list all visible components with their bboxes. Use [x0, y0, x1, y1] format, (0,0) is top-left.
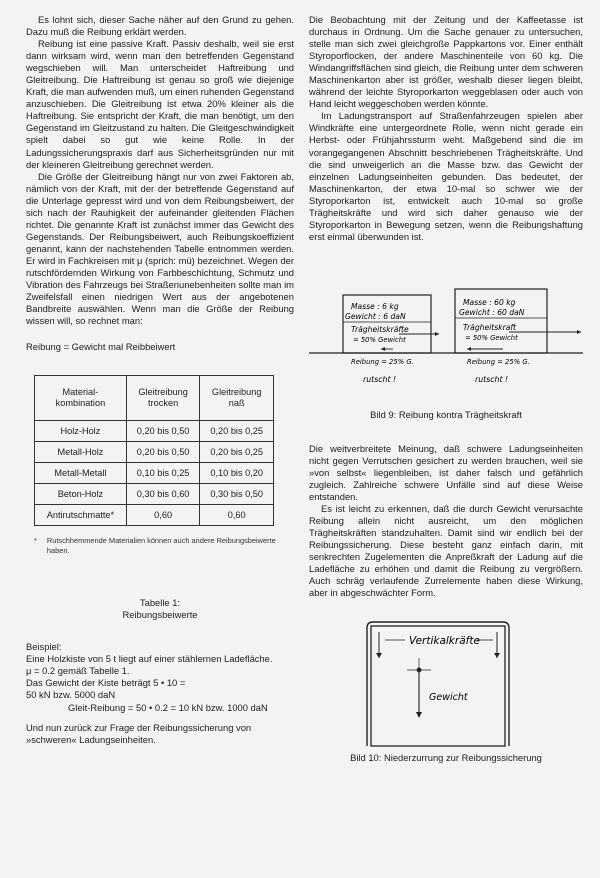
table-cell: 0,20 bis 0,50	[126, 442, 200, 463]
box2-gewicht: Gewicht : 60 daN	[459, 307, 525, 317]
box1-reibung: Reibung = 25% G.	[351, 357, 414, 366]
figure-9-caption: Bild 9: Reibung kontra Trägheitskraft	[370, 408, 522, 420]
box1-rutscht: rutscht !	[363, 374, 397, 384]
paragraph-intro: Es lohnt sich, dieser Sache näher auf den Grund zu gehen. Dazu muß die Reibung erklärt werden.	[26, 14, 294, 38]
paragraph-reibung: Reibung ist eine passive Kraft. Passiv deshalb, weil sie erst dann wirksam wird, wenn man den betreffenden Gegenstand wegschieben will. Man unterscheidet Haftreibung und Gleitreibung. Die Haftreibung ist genau so groß wie diejenige Kraft, die man aufwenden muß, um einen ruhenden Gegenstand anzuschieben. Die Gleitreibung ist etwa 20% kleiner als die Haftreibung. Sie entspricht der Kraft, die man benötigt, um den Gegenstand im Gleitzustand zu halten. Die Gleitgeschwindigkeit spielt dabei so gut wie keine Rolle. In der Ladungssicherungspraxis darf aus Sicherheitsgründen nur mit der kleineren Gleitreibung gerechnet werden.	[26, 38, 294, 170]
box2-traeg-value: = 50% Gewicht	[465, 333, 518, 342]
table-cell: Holz-Holz	[35, 421, 127, 442]
table-cell: 0,60	[126, 505, 200, 526]
example-line: μ = 0.2 gemäß Tabelle 1.	[26, 665, 130, 677]
gewicht-label: Gewicht	[429, 691, 468, 703]
table-header: Gleitreibung naß	[200, 376, 274, 421]
formula-reibung: Reibung = Gewicht mal Reibbeiwert	[26, 341, 176, 353]
paragraph-reibungssicherung: Es ist leicht zu erkennen, daß die durch Gewicht verursachte Reibung allein nicht ausreicht, um den möglichen Trägheitskräften standzuhalten. Damit sind wir endlich bei der Reibungssicherung. Diese besteht ganz einfach darin, mit senkrechten Zugelementen die Anpreßkraft der Ladung auf die Ladefläche zu erhöhen und damit die Reibung zu vergrößern. Auch schräg verlaufende Zurrelemente haben diese Wirkung, aber in abgeschwächter Form.	[309, 503, 583, 599]
table-cell: 0,10 bis 0,20	[200, 463, 274, 484]
table-cell: 0,30 bis 0,50	[200, 484, 274, 505]
table-header: Material- kombination	[35, 376, 127, 421]
footnote-text: Rutschhemmende Materialien können auch andere Reibungsbeiwerte haben.	[46, 536, 276, 555]
table-cell: 0,10 bis 0,25	[126, 463, 200, 484]
example-heading: Beispiel:	[26, 641, 62, 653]
table-cell: Metall-Metall	[35, 463, 127, 484]
box2-masse: Masse : 60 kg	[463, 297, 516, 307]
paragraph-beobachtung: Die Beobachtung mit der Zeitung und der Kaffeetasse ist durchaus in Ordnung. Um die Sache genauer zu untersuchen, stelle man sich zwei gleichgroße Pappkartons vor. Einer enthält Styroporflocken, der andere Maschinenteile von 60 kg. Die Windangriffsflächen sind gleich, die Reibung unter dem schweren Maschinenkarton aber ist größer, weshalb dieser liegen bleibt, während der leichte Styroporkarton weggeblasen oder auch von Hand leicht weggeschoben werden könnte.	[309, 14, 583, 110]
table-cell: 0,20 bis 0,25	[200, 442, 274, 463]
table-row	[35, 421, 274, 442]
table-cell: Metall-Holz	[35, 442, 127, 463]
example-line: 50 kN bzw. 5000 daN	[26, 689, 116, 701]
example-block	[26, 641, 294, 745]
box1-traeg: Trägheitskräfte	[351, 324, 409, 334]
table-header-row	[35, 376, 274, 421]
table-cell: 0,20 bis 0,50	[126, 421, 200, 442]
table-caption-title: Reibungsbeiwerte	[122, 609, 198, 621]
figure-10	[309, 618, 583, 748]
example-result: Gleit-Reibung = 50 • 0.2 = 10 kN bzw. 1000 daN	[68, 701, 268, 713]
example-line: Eine Holzkiste von 5 t liegt auf einer stählernen Ladefläche.	[26, 653, 273, 665]
friction-table	[34, 375, 274, 526]
table-footnote	[34, 536, 294, 555]
table-cell: Antirutschmatte*	[35, 505, 127, 526]
table-caption	[26, 597, 294, 621]
left-column	[26, 14, 294, 746]
table-cell: 0,30 bis 0,60	[126, 484, 200, 505]
table-cell: Beton-Holz	[35, 484, 127, 505]
table-row	[35, 505, 274, 526]
figure-9	[309, 281, 583, 399]
table-row	[35, 463, 274, 484]
table-row	[35, 484, 274, 505]
paragraph-meinung: Die weitverbreitete Meinung, daß schwere Ladungseinheiten nicht gegen Verrutschen gesichert zu werden brauchen, weil sie »von selbst« liegenbleiben, ist daher falsch und gefährlich zugleich. Zahlreiche schwere Unfälle sind auf diese Weise entstanden.	[309, 442, 583, 503]
box2-traeg: Trägheitskraft	[463, 322, 516, 332]
paragraph-gleitreibung: Die Größe der Gleitreibung hängt nur von zwei Faktoren ab, nämlich von der Kraft, mit der der betreffende Gegenstand auf die Unterlage gepresst wird und von dem Reibungsbeiwert, der sich nach der Rauhigkeit der aufeinander gleitenden Flächen richtet. Die genannte Kraft ist zunächst immer das Gewicht des Gegenstands. Der Reibungsbeiwert, auch Reibungskoeffizient genannt, kann der nachstehenden Tabelle entnommen werden. Er wird in Fachkreisen mit μ (sprich: mü) bezeichnet. Wegen der rutschfördernden Wirkung von Farbbeschichtung, Schmutz und Vibration des Fahrzeugs bei Straßenunebenheiten sollte man im Zweifelsfall einen niedrigen Wert aus der angebotenen Bandbreite auswählen. Wenn man die Größe der Reibung wissen will, so rechnet man:	[26, 170, 294, 327]
vertikal-label: Vertikalkräfte	[409, 634, 480, 647]
figure-10-caption: Bild 10: Niederzurrung zur Reibungssicherung	[350, 751, 542, 763]
table-caption-number: Tabelle 1:	[139, 597, 181, 609]
box2-rutscht: rutscht !	[475, 374, 509, 384]
footnote-mark: *	[34, 536, 37, 546]
example-line: Das Gewicht der Kiste beträgt 5 • 10 =	[26, 677, 186, 689]
box1-gewicht: Gewicht : 6 daN	[345, 311, 406, 321]
paragraph-ladungstransport: Im Ladungstransport auf Straßenfahrzeugen spielen aber Windkräfte eine untergeordnete Rolle, wenn nicht gerade ein Herbst- oder Frühjahrssturm weht. Maßgebend sind die im vorangegangenen Abschnitt beschriebenen Trägheitskräfte. Und die sind unweigerlich an die Masse bzw. das Gewicht der einzelnen Ladungseinheiten gebunden. Das bedeutet, der Maschinenkarton, der etwa 10-mal so schwer wie der Styroporkarton ist, entwickelt auch 10-mal so große Trägheitskräfte und wird sich daher genauso wie der Styroporkarton in Bewegung setzen, wenn die Reibungshaftung erst einmal überwunden ist.	[309, 110, 583, 242]
table-row	[35, 442, 274, 463]
table-cell: 0,20 bis 0,25	[200, 421, 274, 442]
table-cell: 0,60	[200, 505, 274, 526]
right-column	[309, 14, 583, 764]
box1-masse: Masse : 6 kg	[351, 301, 399, 311]
box1-traeg-value: = 50% Gewicht	[353, 335, 406, 344]
table-header: Gleitreibung trocken	[126, 376, 200, 421]
example-line: Und nun zurück zur Frage der Reibungssicherung von »schweren« Ladungseinheiten.	[26, 721, 252, 745]
box2-reibung: Reibung = 25% G.	[467, 357, 530, 366]
